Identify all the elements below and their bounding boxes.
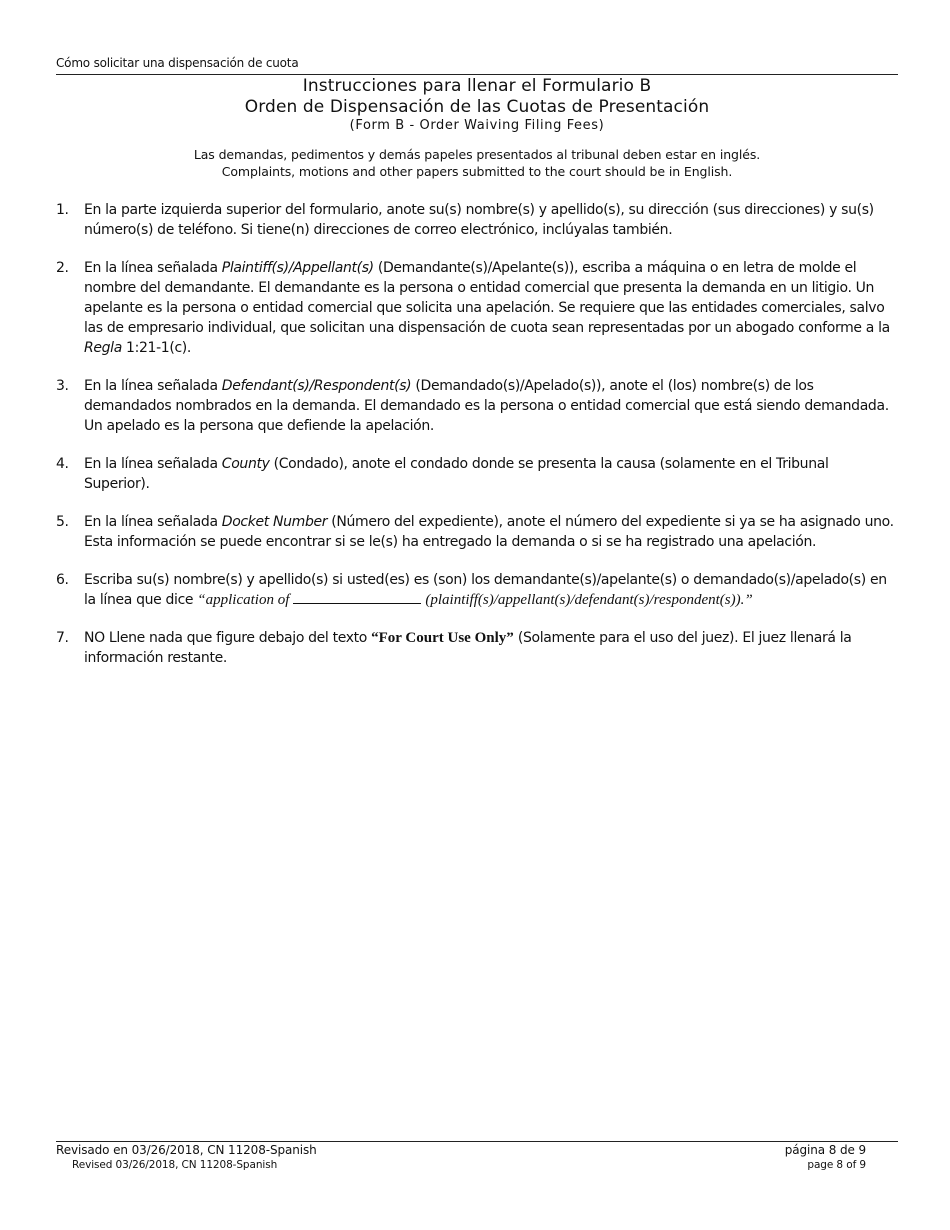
- item-term: Regla: [84, 340, 122, 356]
- footer-page-number-english: page 8 of 9: [807, 1159, 866, 1171]
- instruction-item-2: [56, 258, 898, 358]
- item-number: 1.: [56, 202, 69, 218]
- fill-in-blank-line: [293, 591, 421, 604]
- item-text: 1:21-1(c).: [121, 340, 192, 356]
- instruction-item-7: [56, 628, 898, 668]
- instruction-item-4: [56, 454, 898, 494]
- header-divider: [56, 74, 898, 75]
- instruction-item-3: [56, 376, 898, 436]
- instruction-item-6: [56, 570, 898, 610]
- item-text: En la línea señalada: [84, 514, 222, 530]
- item-term: Defendant(s)/Respondent(s): [221, 378, 412, 394]
- item-term-bold: “For Court Use Only”: [371, 630, 514, 646]
- language-notice-spanish: Las demandas, pedimentos y demás papeles presentados al tribunal deben estar en inglés.: [193, 147, 761, 162]
- page-subtitle: Orden de Dispensación de las Cuotas de Presentación: [244, 97, 710, 117]
- instruction-item-1: [56, 200, 898, 240]
- footer-revision-english: Revised 03/26/2018, CN 11208-Spanish: [72, 1159, 278, 1171]
- language-notice-english: Complaints, motions and other papers submitted to the court should be in English.: [221, 164, 733, 179]
- quoted-phrase: (plaintiff(s)/appellant(s)/defendant(s)/respondent(s)).”: [425, 592, 753, 608]
- item-term: Plaintiff(s)/Appellant(s): [221, 260, 374, 276]
- page-subtitle-english: (Form B - Order Waiving Filing Fees): [349, 118, 605, 133]
- instruction-list: [56, 200, 898, 686]
- item-text: (Número del expediente), anote el número del expediente si ya se ha asignado uno. Esta información se puede encontrar si se le(s) ha entregado la demanda o si se ha registrado una apelación.: [84, 514, 894, 550]
- item-text: Escriba su(s) nombre(s) y apellido(s) si usted(es) es (son) los demandante(s)/apelante(s) o demandado(s)/apelado(s) en la línea que dice: [84, 572, 887, 608]
- item-term: Docket Number: [221, 514, 328, 530]
- item-number: 2.: [56, 260, 69, 276]
- item-number: 7.: [56, 630, 69, 646]
- item-text: En la línea señalada: [84, 260, 222, 276]
- item-text: (Condado), anote el condado donde se presenta la causa (solamente en el Tribunal Superior).: [84, 456, 829, 492]
- language-notice: [56, 146, 898, 180]
- item-text: En la línea señalada: [84, 378, 222, 394]
- page-title: Instrucciones para llenar el Formulario B: [302, 76, 652, 96]
- document-page: [56, 0, 898, 1230]
- footer-revision-spanish: Revisado en 03/26/2018, CN 11208-Spanish: [56, 1143, 317, 1157]
- instruction-item-5: [56, 512, 898, 552]
- running-header: Cómo solicitar una dispensación de cuota: [56, 56, 299, 70]
- item-text: (Solamente para el uso del juez). El juez llenará la información restante.: [84, 630, 852, 666]
- item-number: 5.: [56, 514, 69, 530]
- item-text: (Demandante(s)/Apelante(s)), escriba a máquina o en letra de molde el nombre del demandante. El demandante es la persona o entidad comercial que presenta la demanda en un litigio. Un apelante es la persona o entidad comercial que solicita una apelación. Se requiere que las entidades comerciales, salvo las de empresario individual, que solicitan una dispensación de cuota sean representadas por un abogado conforme a la: [84, 260, 890, 336]
- item-text: En la línea señalada: [84, 456, 222, 472]
- quoted-phrase: “application of: [197, 592, 290, 608]
- item-text: En la parte izquierda superior del formulario, anote su(s) nombre(s) y apellido(s), su dirección (sus direcciones) y su(s) número(s) de teléfono. Si tiene(n) direcciones de correo electrónico, inclúyalas también.: [84, 202, 874, 238]
- item-term: County: [221, 456, 270, 472]
- footer-divider: [56, 1141, 898, 1142]
- item-text: NO Llene nada que figure debajo del texto: [84, 630, 372, 646]
- item-number: 6.: [56, 572, 69, 588]
- item-text: (Demandado(s)/Apelado(s)), anote el (los) nombre(s) de los demandados nombrados en la demanda. El demandado es la persona o entidad comercial que está siendo demandada. Un apelado es la persona que defiende la apelación.: [84, 378, 889, 434]
- title-block: [56, 76, 898, 134]
- item-number: 3.: [56, 378, 69, 394]
- footer-page-number-spanish: página 8 de 9: [784, 1143, 866, 1157]
- item-number: 4.: [56, 456, 69, 472]
